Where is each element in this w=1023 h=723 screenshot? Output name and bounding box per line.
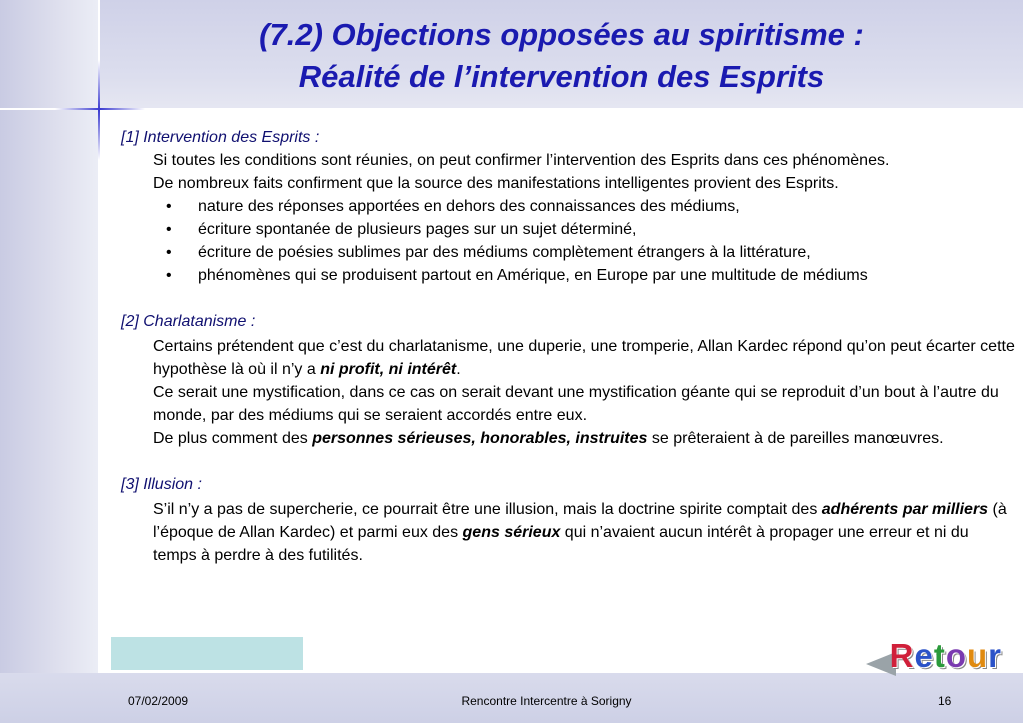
text-run: qui n’avaient aucun intérêt à propager une erreur et ni du temps à perdre à des futilités.	[153, 524, 969, 564]
retour-letter: t	[933, 637, 946, 674]
text-run: .	[456, 361, 461, 378]
retour-button[interactable]	[866, 636, 1008, 678]
section-2-paragraph-3	[153, 427, 1016, 450]
retour-letter: o	[945, 637, 967, 674]
bullet-item: • écriture de poésies sublimes par des médiums complètement étrangers à la littérature,	[166, 241, 1016, 264]
retour-label	[890, 636, 1002, 676]
section-1-paragraph-1: Si toutes les conditions sont réunies, on peut confirmer l’intervention des Esprits dans ces phénomènes.	[153, 152, 890, 169]
teal-decorative-box	[111, 637, 303, 670]
footer-date: 07/02/2009	[128, 694, 189, 708]
title-line-2: Réalité de l’intervention des Esprits	[298, 59, 825, 94]
section-1-heading: [1] Intervention des Esprits :	[121, 129, 320, 146]
section-2-heading: [2] Charlatanisme :	[121, 313, 256, 330]
slide-title	[100, 14, 1023, 98]
horizontal-divider	[0, 108, 1023, 110]
text-run: se prêteraient à de pareilles manœuvres.	[647, 430, 944, 447]
emphasis-text: adhérents par milliers	[821, 501, 989, 518]
star-sparkle-icon-horizontal	[55, 108, 145, 110]
emphasis-text: gens sérieux	[462, 524, 561, 541]
section-2-paragraph-2: Ce serait une mystification, dans ce cas on serait devant une mystification géante qui se reproduit d’un bout à l’autre du monde, par des médiums qui se seraient accordés entre eux.	[153, 384, 999, 424]
text-run: S’il n’y a pas de supercherie, ce pourrait être une illusion, mais la doctrine spirite comptait des	[153, 501, 822, 518]
emphasis-text: personnes sérieuses, honorables, instruites	[312, 430, 648, 447]
bullet-item: • nature des réponses apportées en dehors des connaissances des médiums,	[166, 195, 1016, 218]
section-3-heading: [3] Illusion :	[121, 476, 202, 493]
text-run: De plus comment des	[153, 430, 313, 447]
section-1-bullet-list	[121, 195, 1016, 287]
section-2-paragraph-1	[153, 335, 1016, 381]
text-run: (à l’époque de Allan Kardec) et parmi eux des	[153, 501, 1007, 541]
section-3-paragraph-1	[153, 498, 1016, 567]
slide-content	[121, 126, 1016, 567]
retour-letter: u	[966, 637, 989, 674]
bullet-item: • écriture spontanée de plusieurs pages sur un sujet déterminé,	[166, 218, 1016, 241]
bullet-item: • phénomènes qui se produisent partout en Amérique, en Europe par une multitude de médiums	[166, 264, 1016, 287]
emphasis-text: ni profit, ni intérêt	[320, 361, 457, 378]
footer-event-title: Rencontre Intercentre à Sorigny	[461, 694, 632, 708]
page-number: 16	[938, 694, 952, 708]
retour-letter: R	[889, 637, 915, 674]
title-line-1: (7.2) Objections opposées au spiritisme :	[259, 17, 864, 52]
section-1-paragraph-2: De nombreux faits confirment que la source des manifestations intelligentes provient des Esprits.	[153, 175, 839, 192]
retour-letter: r	[988, 637, 1002, 674]
text-run: Certains prétendent que c’est du charlatanisme, une duperie, une tromperie, Allan Kardec répond qu’on peut écarter cette hypothèse là où il n’y a	[153, 338, 1015, 378]
retour-letter: e	[914, 637, 934, 674]
